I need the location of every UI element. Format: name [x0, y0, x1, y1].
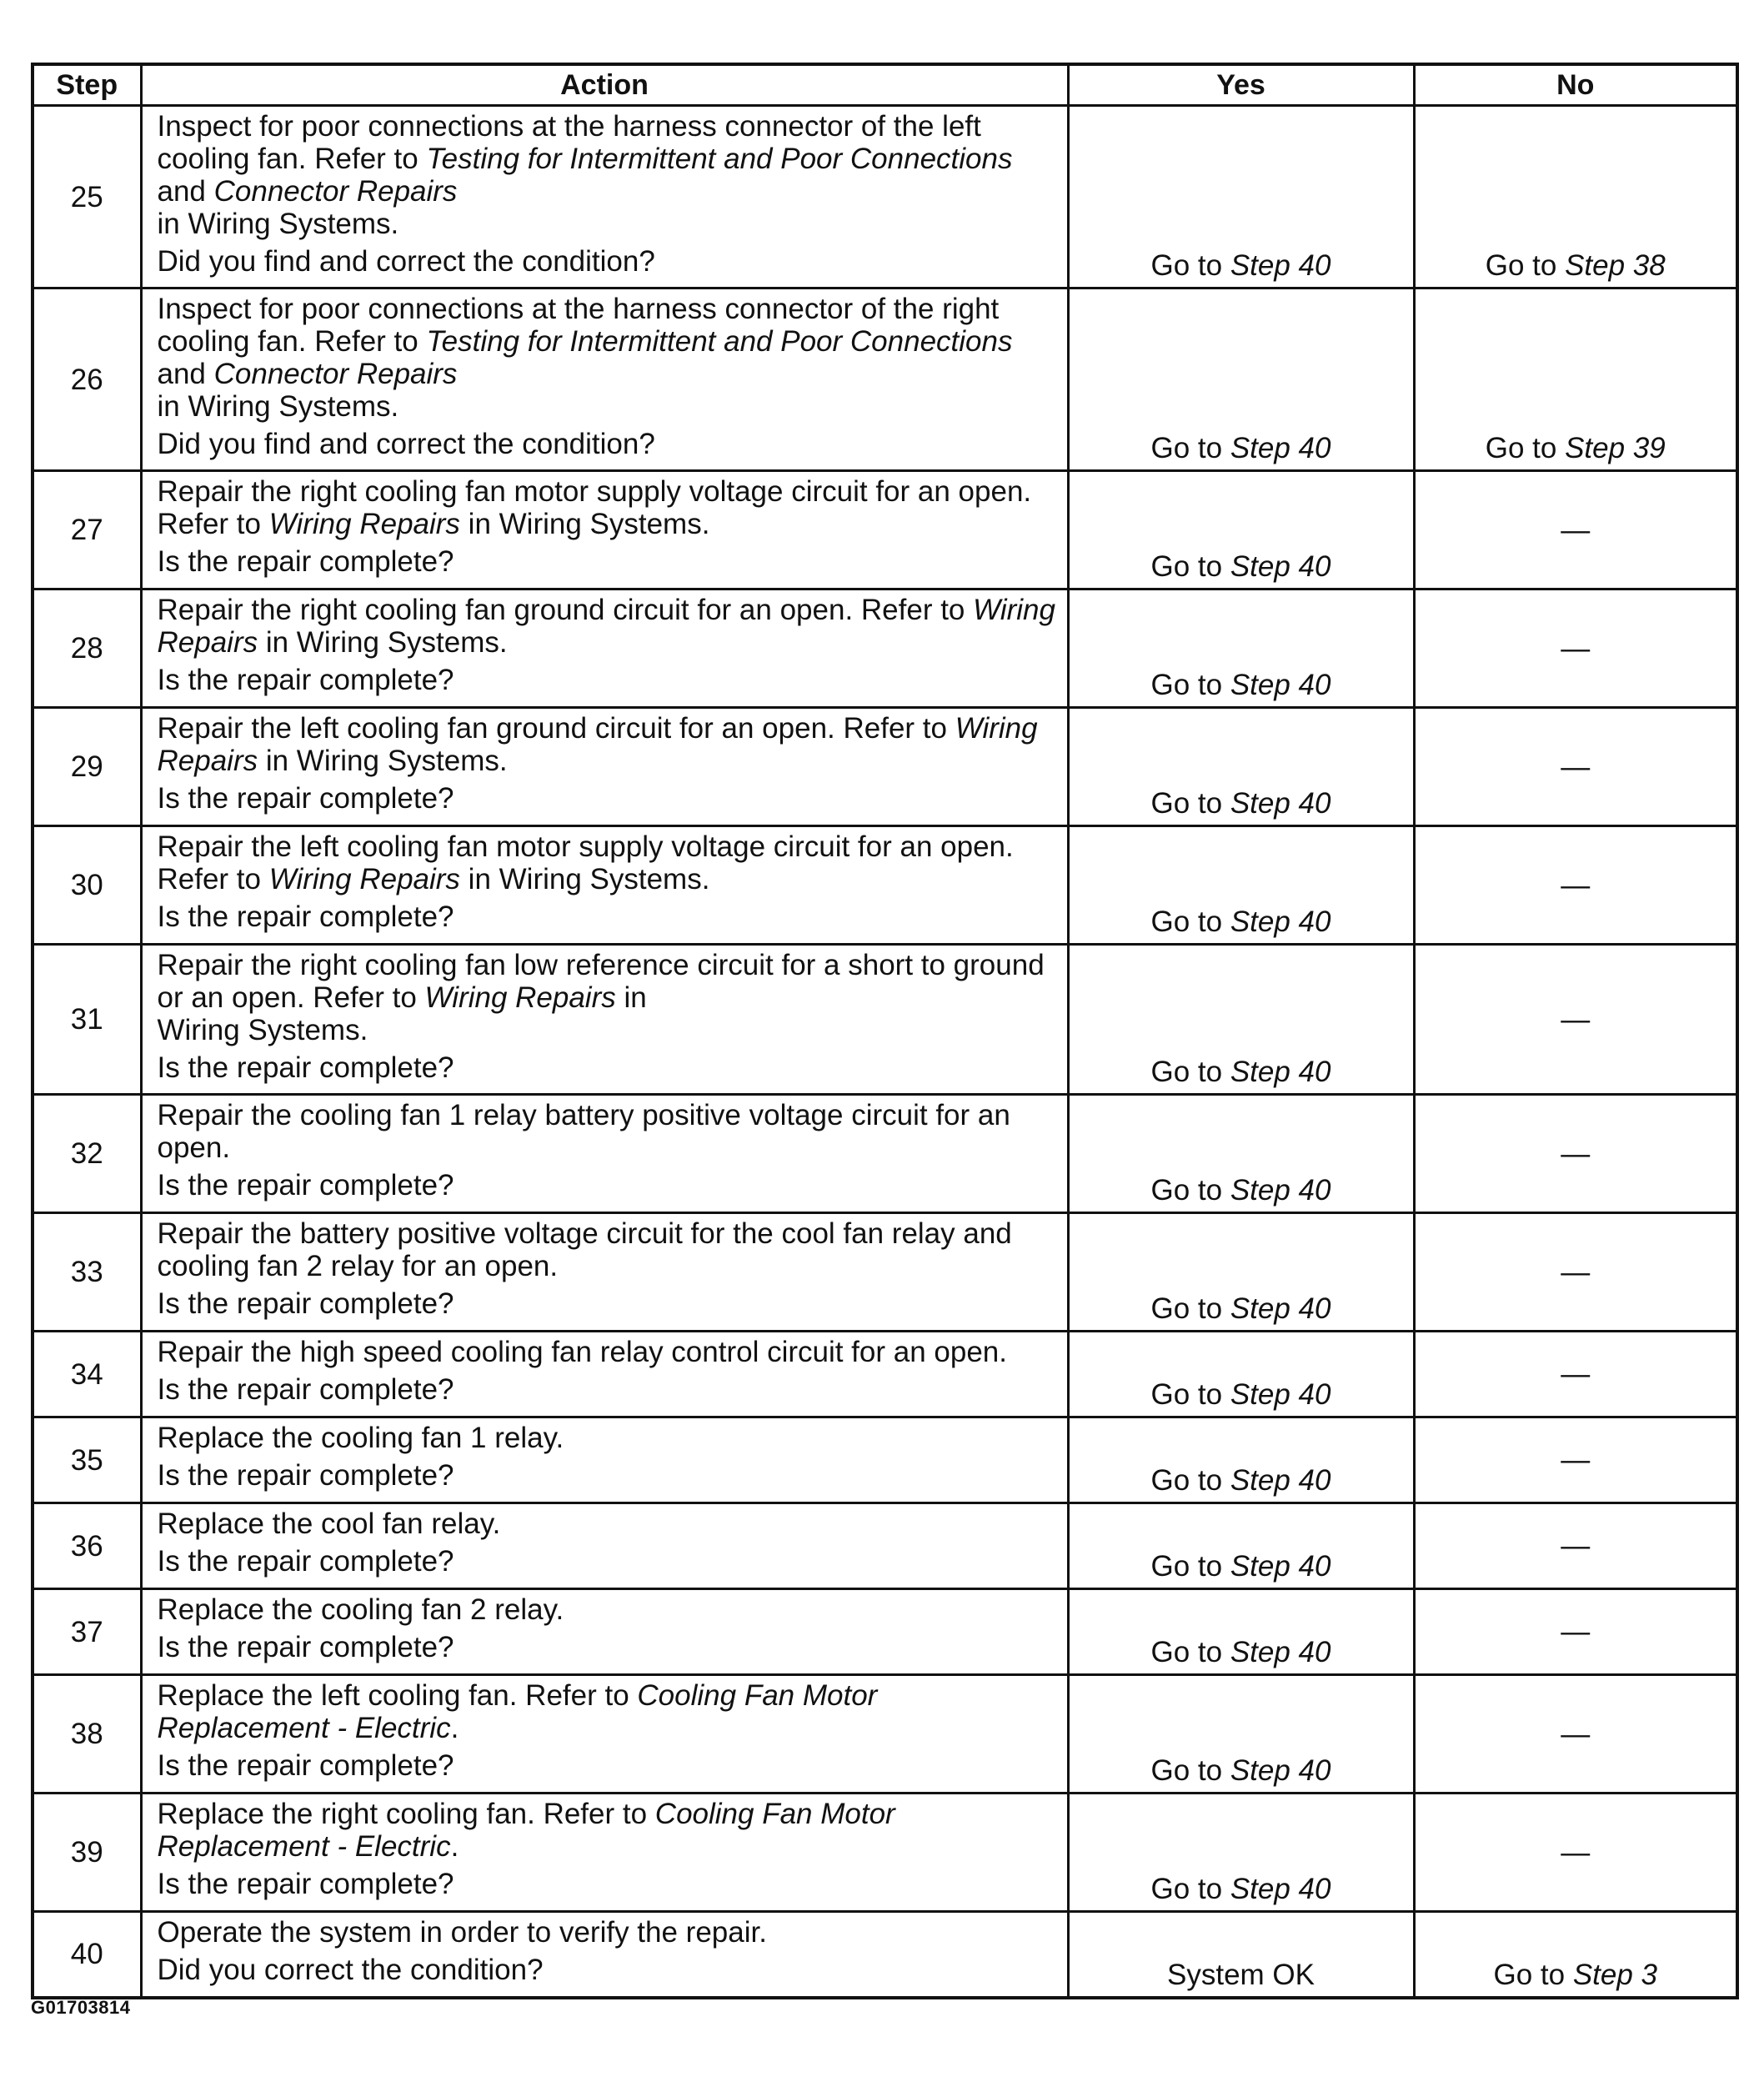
reference-text: Connector Repairs — [213, 358, 458, 390]
plain-text: Wiring Systems. — [157, 1014, 368, 1046]
plain-text: Go to — [1150, 787, 1230, 820]
action-cell — [141, 1589, 1068, 1675]
reference-text: Step 40 — [1230, 1754, 1331, 1787]
no-result-cell — [1414, 1912, 1737, 1998]
plain-text: Go to — [1150, 1636, 1230, 1668]
header-step: Step — [33, 64, 141, 106]
plain-text: Go to — [1150, 906, 1230, 938]
no-result-cell — [1414, 1503, 1737, 1589]
reference-text: Step 40 — [1230, 550, 1331, 583]
action-instruction — [158, 1508, 1057, 1540]
no-result-cell — [1414, 826, 1737, 945]
plain-text: Go to — [1150, 1550, 1230, 1583]
plain-text: Inspect for poor connections at the harness connector of the right cooling fan. Refer to — [157, 293, 1000, 358]
reference-text: Wiring Repairs — [424, 981, 616, 1014]
plain-text: Replace the cool fan relay. — [157, 1508, 501, 1540]
table-body — [33, 106, 1737, 1998]
header-yes: Yes — [1068, 64, 1414, 106]
plain-text: . — [450, 1830, 459, 1863]
action-instruction — [158, 1593, 1057, 1626]
yes-result-cell — [1068, 945, 1414, 1095]
action-cell — [141, 1503, 1068, 1589]
plain-text: Go to — [1150, 1174, 1230, 1207]
action-cell — [141, 589, 1068, 708]
table-row — [33, 1503, 1737, 1589]
plain-text: Go to — [1150, 249, 1230, 282]
plain-text: — — [1561, 632, 1591, 665]
no-result — [1416, 1256, 1736, 1288]
action-cell — [141, 826, 1068, 945]
yes-result — [1070, 1464, 1413, 1497]
plain-text: — — [1561, 1443, 1591, 1477]
yes-result — [1070, 1959, 1413, 1991]
yes-result-cell — [1068, 1503, 1414, 1589]
plain-text: Go to — [1150, 432, 1230, 464]
plain-text: and — [157, 358, 214, 390]
plain-text: — — [1561, 514, 1591, 546]
no-result-cell — [1414, 1417, 1737, 1503]
yes-result-cell — [1068, 1675, 1414, 1794]
reference-text: Connector Repairs — [213, 175, 458, 208]
action-cell — [141, 708, 1068, 826]
action-question: Is the repair complete? — [157, 1631, 454, 1663]
yes-result — [1070, 432, 1413, 464]
no-result-cell — [1414, 589, 1737, 708]
action-cell — [141, 1675, 1068, 1794]
table-row — [33, 1912, 1737, 1998]
action-instruction — [158, 1217, 1057, 1282]
plain-text: Repair the right cooling fan low reference circuit for a short to ground or an open. Refer to — [157, 949, 1045, 1014]
action-cell — [141, 1912, 1068, 1998]
plain-text: System OK — [1167, 1958, 1315, 1991]
yes-result-cell — [1068, 1417, 1414, 1503]
yes-result-cell — [1068, 708, 1414, 826]
plain-text: — — [1561, 1615, 1591, 1648]
no-result-cell — [1414, 1332, 1737, 1417]
yes-result — [1070, 1056, 1413, 1088]
action-instruction — [158, 1798, 1057, 1863]
action-instruction — [158, 475, 1057, 540]
plain-text: Repair the cooling fan 1 relay battery positive voltage circuit for an open. — [157, 1099, 1010, 1164]
reference-text: Step 40 — [1230, 1378, 1331, 1411]
yes-result-cell — [1068, 471, 1414, 589]
no-result — [1416, 1003, 1736, 1036]
step-number: 40 — [33, 1912, 141, 1998]
action-question: Is the repair complete? — [157, 1459, 454, 1492]
plain-text: — — [1561, 1137, 1591, 1170]
plain-text: — — [1561, 1357, 1591, 1391]
plain-text: Go to — [1150, 1464, 1230, 1497]
action-instruction — [158, 949, 1057, 1046]
action-instruction — [158, 1099, 1057, 1164]
yes-result — [1070, 1378, 1413, 1411]
yes-result — [1070, 1174, 1413, 1207]
plain-text: Repair the right cooling fan ground circuit for an open. Refer to — [157, 594, 974, 626]
step-number: 38 — [33, 1675, 141, 1794]
no-result — [1416, 1137, 1736, 1170]
yes-result — [1070, 1873, 1413, 1905]
yes-result — [1070, 906, 1413, 938]
reference-text: Testing for Intermittent and Poor Connections — [426, 325, 1013, 358]
no-result — [1416, 249, 1736, 282]
no-result-cell — [1414, 288, 1737, 471]
diagnostic-table-sheet — [31, 63, 1736, 1999]
action-cell — [141, 1417, 1068, 1503]
plain-text: — — [1561, 1003, 1591, 1036]
no-result-cell — [1414, 1213, 1737, 1332]
plain-text: Repair the right cooling fan motor supply voltage circuit for an open. Refer to — [157, 475, 1032, 540]
no-result — [1416, 432, 1736, 464]
action-cell — [141, 945, 1068, 1095]
header-action: Action — [141, 64, 1068, 106]
yes-result-cell — [1068, 106, 1414, 288]
table-row — [33, 589, 1737, 708]
reference-text: Step 40 — [1230, 787, 1331, 820]
no-result — [1416, 1836, 1736, 1869]
plain-text: Go to — [1150, 1754, 1230, 1787]
no-result-cell — [1414, 106, 1737, 288]
plain-text: in Wiring Systems. — [258, 745, 508, 777]
step-number: 35 — [33, 1417, 141, 1503]
plain-text: Replace the right cooling fan. Refer to — [157, 1798, 655, 1830]
reference-text: Cooling Fan Motor Replacement - Electric — [157, 1679, 878, 1744]
reference-text: Wiring Repairs — [268, 863, 460, 896]
step-number: 36 — [33, 1503, 141, 1589]
table-row — [33, 826, 1737, 945]
no-result — [1416, 632, 1736, 665]
yes-result — [1070, 249, 1413, 282]
reference-text: Wiring Repairs — [157, 594, 1055, 659]
header-no: No — [1414, 64, 1737, 106]
plain-text: Go to — [1493, 1958, 1573, 1991]
action-cell — [141, 1332, 1068, 1417]
yes-result-cell — [1068, 1095, 1414, 1213]
action-question: Did you find and correct the condition? — [157, 245, 655, 278]
no-result — [1416, 1959, 1736, 1991]
yes-result — [1070, 1636, 1413, 1668]
no-result — [1416, 1616, 1736, 1648]
action-instruction — [158, 1336, 1057, 1368]
yes-result-cell — [1068, 1213, 1414, 1332]
action-question: Is the repair complete? — [157, 782, 454, 815]
action-instruction — [158, 830, 1057, 896]
plain-text: — — [1561, 1529, 1591, 1563]
reference-text: Step 39 — [1565, 432, 1666, 464]
plain-text: Replace the cooling fan 1 relay. — [157, 1422, 564, 1454]
plain-text: . — [450, 1712, 459, 1744]
no-result-cell — [1414, 471, 1737, 589]
yes-result-cell — [1068, 826, 1414, 945]
plain-text: Operate the system in order to verify the repair. — [157, 1916, 767, 1949]
action-question: Did you correct the condition? — [157, 1954, 544, 1986]
action-question: Is the repair complete? — [157, 1749, 454, 1782]
plain-text: Replace the cooling fan 2 relay. — [157, 1593, 564, 1626]
reference-text: Step 40 — [1230, 1292, 1331, 1325]
plain-text: in Wiring Systems. — [258, 626, 508, 659]
plain-text: in Wiring Systems. — [459, 863, 710, 896]
action-cell — [141, 471, 1068, 589]
action-instruction — [158, 1679, 1057, 1744]
table-row — [33, 1332, 1737, 1417]
action-instruction — [158, 110, 1057, 240]
reference-text: Step 40 — [1230, 249, 1331, 282]
no-result-cell — [1414, 1794, 1737, 1912]
reference-text: Wiring Repairs — [157, 712, 1038, 777]
table-row — [33, 288, 1737, 471]
table-row — [33, 708, 1737, 826]
plain-text: Repair the high speed cooling fan relay control circuit for an open. — [157, 1336, 1007, 1368]
no-result — [1416, 750, 1736, 783]
yes-result — [1070, 1754, 1413, 1787]
action-question: Is the repair complete? — [157, 1868, 454, 1900]
action-question: Is the repair complete? — [157, 901, 454, 933]
plain-text: — — [1561, 1718, 1591, 1750]
table-row — [33, 1675, 1737, 1794]
reference-text: Step 40 — [1230, 1464, 1331, 1497]
yes-result-cell — [1068, 1912, 1414, 1998]
step-number: 33 — [33, 1213, 141, 1332]
yes-result-cell — [1068, 1332, 1414, 1417]
action-question: Is the repair complete? — [157, 1373, 454, 1406]
yes-result — [1070, 550, 1413, 583]
yes-result-cell — [1068, 288, 1414, 471]
no-result — [1416, 1358, 1736, 1391]
reference-text: Testing for Intermittent and Poor Connections — [426, 143, 1013, 175]
action-question: Is the repair complete? — [157, 664, 454, 696]
plain-text: — — [1561, 1836, 1591, 1869]
plain-text: Go to — [1150, 1056, 1230, 1088]
plain-text: in Wiring Systems. — [157, 390, 399, 423]
yes-result — [1070, 787, 1413, 820]
plain-text: and — [157, 175, 214, 208]
action-question: Is the repair complete? — [157, 1545, 454, 1578]
reference-text: Step 40 — [1230, 432, 1331, 464]
action-instruction — [158, 293, 1057, 423]
no-result-cell — [1414, 1095, 1737, 1213]
figure-id: G01703814 — [31, 1997, 131, 2018]
step-number: 37 — [33, 1589, 141, 1675]
table-row — [33, 1417, 1737, 1503]
plain-text: Repair the left cooling fan ground circuit for an open. Refer to — [157, 712, 955, 745]
reference-text: Step 3 — [1572, 1958, 1658, 1991]
reference-text: Cooling Fan Motor Replacement - Electric — [157, 1798, 895, 1863]
table-header-row — [33, 64, 1737, 106]
plain-text: — — [1561, 869, 1591, 901]
yes-result — [1070, 1292, 1413, 1325]
plain-text: Replace the left cooling fan. Refer to — [157, 1679, 638, 1712]
step-number: 27 — [33, 471, 141, 589]
action-instruction — [158, 1916, 1057, 1949]
action-question: Is the repair complete? — [157, 1051, 454, 1084]
plain-text: Go to — [1150, 1378, 1230, 1411]
action-question: Is the repair complete? — [157, 1287, 454, 1320]
action-cell — [141, 106, 1068, 288]
table-row — [33, 1794, 1737, 1912]
plain-text: — — [1561, 1256, 1591, 1288]
plain-text: Go to — [1150, 1292, 1230, 1325]
table-row — [33, 1095, 1737, 1213]
plain-text: Repair the battery positive voltage circuit for the cool fan relay and cooling fan 2 relay for an open. — [157, 1217, 1012, 1282]
action-question: Did you find and correct the condition? — [157, 428, 655, 460]
plain-text: Go to — [1150, 550, 1230, 583]
step-number: 28 — [33, 589, 141, 708]
no-result — [1416, 869, 1736, 901]
step-number: 25 — [33, 106, 141, 288]
step-number: 32 — [33, 1095, 141, 1213]
no-result — [1416, 514, 1736, 546]
no-result — [1416, 1530, 1736, 1563]
step-number: 29 — [33, 708, 141, 826]
yes-result-cell — [1068, 1589, 1414, 1675]
step-number: 31 — [33, 945, 141, 1095]
plain-text: Repair the left cooling fan motor supply voltage circuit for an open. Refer to — [157, 830, 1014, 896]
yes-result — [1070, 1550, 1413, 1583]
step-number: 39 — [33, 1794, 141, 1912]
plain-text: in Wiring Systems. — [459, 508, 710, 540]
no-result-cell — [1414, 1589, 1737, 1675]
reference-text: Step 40 — [1230, 1174, 1331, 1207]
plain-text: in — [615, 981, 647, 1014]
plain-text: Go to — [1150, 1873, 1230, 1905]
reference-text: Step 38 — [1565, 249, 1666, 282]
action-instruction — [158, 1422, 1057, 1454]
no-result — [1416, 1444, 1736, 1477]
reference-text: Step 40 — [1230, 1056, 1331, 1088]
no-result — [1416, 1718, 1736, 1750]
action-cell — [141, 288, 1068, 471]
plain-text: Inspect for poor connections at the harness connector of the left cooling fan. Refer to — [157, 110, 981, 175]
reference-text: Wiring Repairs — [268, 508, 460, 540]
table-row — [33, 945, 1737, 1095]
action-cell — [141, 1095, 1068, 1213]
no-result-cell — [1414, 945, 1737, 1095]
plain-text: Go to — [1485, 432, 1566, 464]
plain-text: Go to — [1150, 669, 1230, 701]
no-result-cell — [1414, 1675, 1737, 1794]
action-instruction — [158, 594, 1057, 659]
reference-text: Step 40 — [1230, 906, 1331, 938]
plain-text: — — [1561, 750, 1591, 783]
diagnostic-table — [31, 63, 1739, 1999]
table-row — [33, 1213, 1737, 1332]
step-number: 34 — [33, 1332, 141, 1417]
action-question: Is the repair complete? — [157, 545, 454, 578]
reference-text: Step 40 — [1230, 1550, 1331, 1583]
step-number: 26 — [33, 288, 141, 471]
yes-result — [1070, 669, 1413, 701]
table-row — [33, 471, 1737, 589]
plain-text: Go to — [1485, 249, 1566, 282]
action-question: Is the repair complete? — [157, 1169, 454, 1202]
yes-result-cell — [1068, 589, 1414, 708]
table-row — [33, 106, 1737, 288]
no-result-cell — [1414, 708, 1737, 826]
reference-text: Step 40 — [1230, 1873, 1331, 1905]
reference-text: Step 40 — [1230, 1636, 1331, 1668]
plain-text: in Wiring Systems. — [157, 208, 399, 240]
step-number: 30 — [33, 826, 141, 945]
action-cell — [141, 1213, 1068, 1332]
reference-text: Step 40 — [1230, 669, 1331, 701]
action-cell — [141, 1794, 1068, 1912]
table-row — [33, 1589, 1737, 1675]
yes-result-cell — [1068, 1794, 1414, 1912]
action-instruction — [158, 712, 1057, 777]
